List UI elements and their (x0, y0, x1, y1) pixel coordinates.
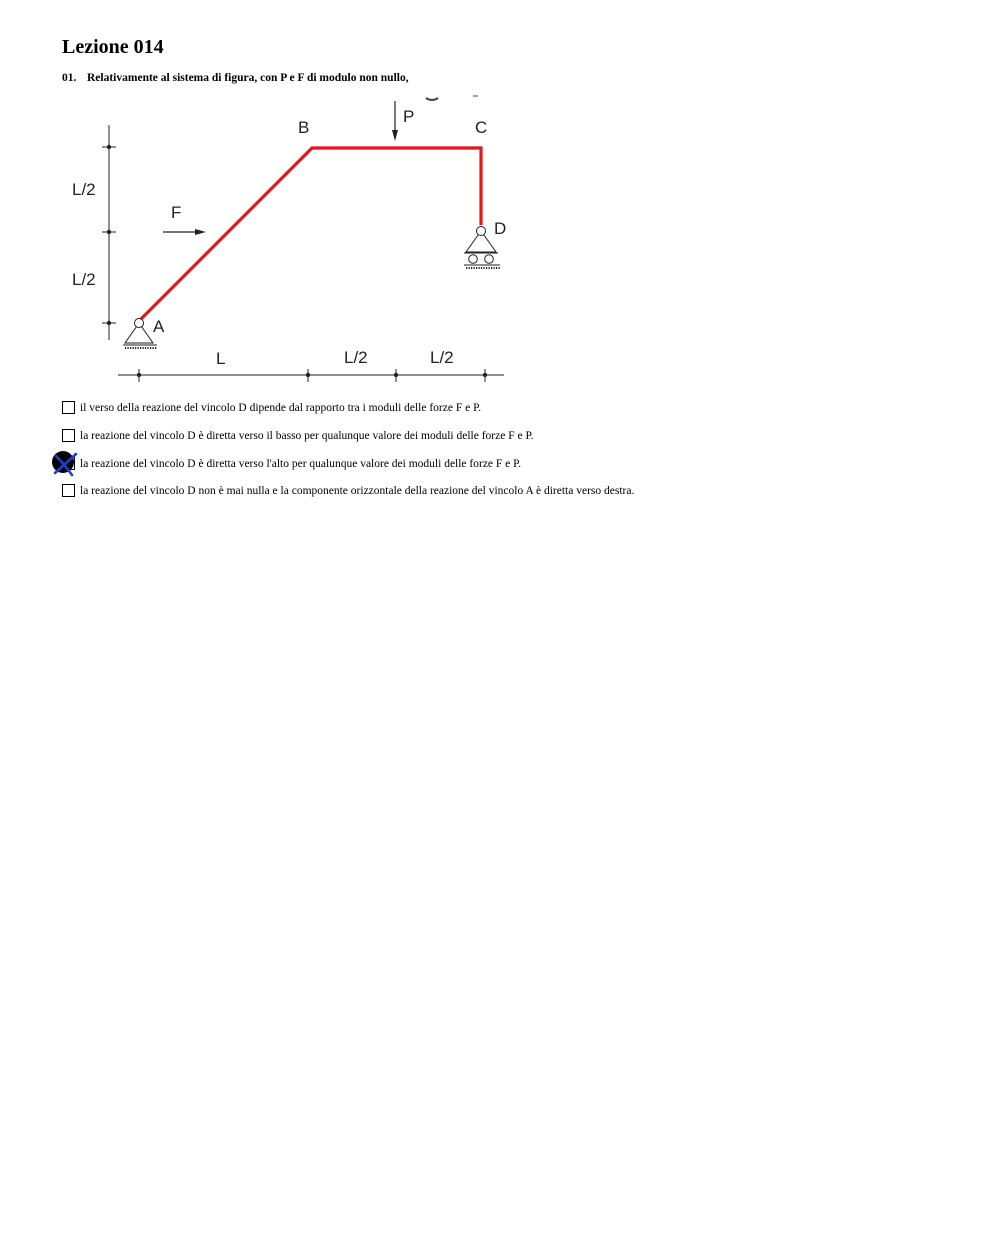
node-label-d: D (494, 219, 507, 238)
dim-label-horizontal-3: L/2 (430, 348, 454, 367)
answer-option-4[interactable] (62, 483, 962, 499)
structure-diagram (60, 92, 520, 392)
load-label-p: P (403, 107, 415, 126)
question-prompt (62, 70, 409, 86)
lesson-title: Lezione 014 (62, 36, 164, 58)
stray-mark (426, 98, 438, 100)
load-p-arrow (392, 101, 398, 141)
load-label-f: F (171, 203, 182, 222)
load-f-arrow (163, 229, 206, 235)
dim-label-horizontal-1: L (216, 349, 226, 368)
structure-figure (60, 92, 520, 392)
answer-text-3: la reazione del vincolo D è diretta verso l'alto per qualunque valore dei moduli delle forze F e P. (80, 457, 522, 470)
beam-structure (139, 148, 481, 321)
node-label-a: A (153, 317, 165, 336)
dim-label-vertical-top: L/2 (72, 180, 96, 199)
answer-option-2[interactable] (62, 428, 962, 444)
selected-answer-mark-icon (50, 449, 80, 479)
question-number: 01. (62, 72, 77, 84)
answer-text-4: la reazione del vincolo D non è mai nulla e la componente orizzontale della reazione del vincolo A è diretta verso destra. (80, 485, 635, 498)
horizontal-dimension (118, 369, 504, 382)
dim-label-horizontal-2: L/2 (344, 348, 368, 367)
answer-option-1[interactable] (62, 400, 962, 416)
answer-checkbox-4[interactable] (62, 484, 75, 497)
node-label-b: B (298, 118, 310, 137)
answer-checkbox-1[interactable] (62, 401, 75, 414)
answer-option-3[interactable] (62, 456, 962, 472)
answer-text-2: la reazione del vincolo D è diretta verso il basso per qualunque valore dei moduli delle forze F e P. (80, 429, 534, 442)
answer-text-1: il verso della reazione del vincolo D dipende dal rapporto tra i moduli delle forze F e P. (80, 402, 482, 414)
vertical-dimension (102, 125, 116, 340)
dim-label-vertical-bottom: L/2 (72, 270, 96, 289)
answer-options (62, 400, 962, 511)
pin-support-a (123, 319, 157, 349)
question-text: Relativamente al sistema di figura, con P e F di modulo non nullo, (87, 72, 409, 84)
answer-checkbox-2[interactable] (62, 429, 75, 442)
node-label-c: C (475, 118, 488, 137)
